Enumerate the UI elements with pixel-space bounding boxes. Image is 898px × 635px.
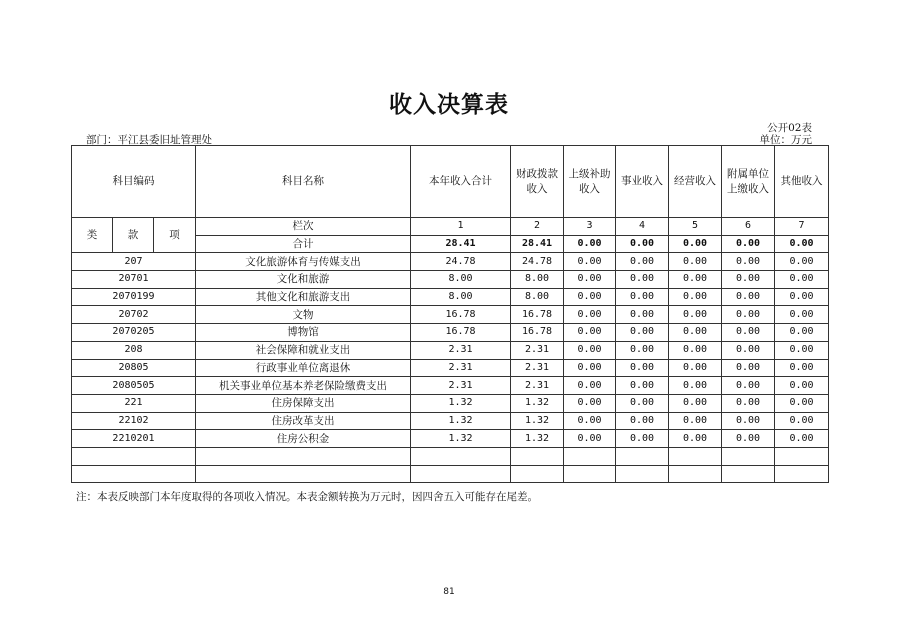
amount-cell: 0.00 [669,253,722,271]
amount-cell: 0.00 [669,377,722,395]
amount-cell: 0.00 [775,288,829,306]
header-kuan: 款 [113,218,154,253]
amount-cell: 2.31 [411,359,511,377]
amount-cell: 0.00 [669,341,722,359]
amount-cell: 0.00 [669,306,722,324]
department-label: 部门：平江县委旧址管理处 [86,134,212,146]
column-number: 3 [564,218,616,236]
amount-cell: 24.78 [511,253,564,271]
table-row [72,430,829,448]
amount-cell: 0.00 [722,253,775,271]
amount-cell: 0.00 [669,394,722,412]
column-number: 6 [722,218,775,236]
subject-code: 2070199 [72,288,196,306]
header-total: 本年收入合计 [411,146,511,218]
amount-cell: 0.00 [564,271,616,289]
subject-code: 20805 [72,359,196,377]
subject-name: 文化和旅游 [196,271,411,289]
header-other: 其他收入 [775,146,829,218]
subject-name: 社会保障和就业支出 [196,341,411,359]
amount-cell: 0.00 [775,412,829,430]
amount-cell: 0.00 [775,271,829,289]
subject-code: 20702 [72,306,196,324]
amount-cell: 24.78 [411,253,511,271]
table-row [72,359,829,377]
header-lei: 类 [72,218,113,253]
amount-cell: 0.00 [722,359,775,377]
amount-cell: 0.00 [669,288,722,306]
total-label: 合计 [196,235,411,253]
amount-cell: 0.00 [722,430,775,448]
amount-cell: 0.00 [564,377,616,395]
amount-cell: 0.00 [616,430,669,448]
amount-cell: 1.32 [511,430,564,448]
amount-cell: 0.00 [775,394,829,412]
amount-cell: 8.00 [411,271,511,289]
header-business: 事业收入 [616,146,669,218]
amount-cell: 0.00 [616,341,669,359]
total-value: 0.00 [564,235,616,253]
subject-name: 博物馆 [196,324,411,342]
amount-cell: 1.32 [511,412,564,430]
amount-cell: 1.32 [411,430,511,448]
subject-code: 221 [72,394,196,412]
amount-cell: 0.00 [564,288,616,306]
subject-name: 其他文化和旅游支出 [196,288,411,306]
amount-cell: 0.00 [722,288,775,306]
amount-cell: 0.00 [564,341,616,359]
amount-cell: 2.31 [511,377,564,395]
subject-name: 住房保障支出 [196,394,411,412]
column-number: 7 [775,218,829,236]
amount-cell: 0.00 [775,324,829,342]
amount-cell: 0.00 [775,359,829,377]
amount-cell: 0.00 [564,306,616,324]
table-row [72,377,829,395]
table-row [72,394,829,412]
subject-code: 207 [72,253,196,271]
header-xiang: 项 [154,218,196,253]
amount-cell: 0.00 [722,394,775,412]
footnote: 注：本表反映部门本年度取得的各项收入情况。本表金额转换为万元时，因四舍五入可能存在尾差。 [76,491,538,503]
amount-cell: 0.00 [564,412,616,430]
page-number: 81 [443,587,455,597]
column-number-row [72,218,829,236]
subject-code: 2070205 [72,324,196,342]
amount-cell: 0.00 [669,412,722,430]
subject-name: 住房公积金 [196,430,411,448]
amount-cell: 0.00 [616,253,669,271]
amount-cell: 0.00 [722,324,775,342]
amount-cell: 0.00 [775,253,829,271]
subject-code: 2210201 [72,430,196,448]
amount-cell: 16.78 [411,324,511,342]
amount-cell: 0.00 [616,377,669,395]
amount-cell: 16.78 [511,306,564,324]
amount-cell: 0.00 [775,377,829,395]
header-fiscal: 财政拨款收入 [511,146,564,218]
total-value: 0.00 [669,235,722,253]
amount-cell: 8.00 [511,271,564,289]
table-row [72,306,829,324]
amount-cell: 8.00 [411,288,511,306]
amount-cell: 0.00 [564,253,616,271]
amount-cell: 1.32 [511,394,564,412]
subject-name: 文物 [196,306,411,324]
amount-cell: 0.00 [722,412,775,430]
amount-cell: 8.00 [511,288,564,306]
income-table [71,145,829,483]
total-value: 0.00 [616,235,669,253]
subject-code: 208 [72,341,196,359]
page-title: 收入决算表 [389,92,509,118]
amount-cell: 0.00 [564,324,616,342]
subject-name: 行政事业单位离退休 [196,359,411,377]
table-row [72,271,829,289]
total-value: 0.00 [722,235,775,253]
amount-cell: 0.00 [564,359,616,377]
total-value: 28.41 [511,235,564,253]
header-subsidy: 上级补助收入 [564,146,616,218]
column-number: 4 [616,218,669,236]
amount-cell: 2.31 [511,359,564,377]
header-affiliated: 附属单位上缴收入 [722,146,775,218]
amount-cell: 2.31 [411,341,511,359]
amount-cell: 0.00 [616,394,669,412]
amount-cell: 0.00 [616,271,669,289]
amount-cell: 0.00 [616,288,669,306]
amount-cell: 0.00 [775,341,829,359]
column-number: 2 [511,218,564,236]
amount-cell: 2.31 [511,341,564,359]
amount-cell: 0.00 [616,306,669,324]
data-rows [72,253,829,448]
subject-name: 机关事业单位基本养老保险缴费支出 [196,377,411,395]
total-value: 28.41 [411,235,511,253]
table-row [72,341,829,359]
subject-name: 文化旅游体育与传媒支出 [196,253,411,271]
form-number: 公开02表 [767,122,812,134]
total-value: 0.00 [775,235,829,253]
amount-cell: 0.00 [616,412,669,430]
amount-cell: 2.31 [411,377,511,395]
table-row [72,253,829,271]
column-number: 1 [411,218,511,236]
amount-cell: 0.00 [722,341,775,359]
amount-cell: 0.00 [775,306,829,324]
amount-cell: 1.32 [411,394,511,412]
table-row [72,288,829,306]
subject-name: 住房改革支出 [196,412,411,430]
header-name: 科目名称 [196,146,411,218]
table-row [72,324,829,342]
column-label: 栏次 [196,218,411,236]
amount-cell: 0.00 [722,377,775,395]
amount-cell: 0.00 [564,394,616,412]
amount-cell: 0.00 [775,430,829,448]
empty-row [72,465,829,483]
amount-cell: 0.00 [722,271,775,289]
unit-label: 单位：万元 [759,134,812,146]
header-operating: 经营收入 [669,146,722,218]
amount-cell: 0.00 [722,306,775,324]
subject-code: 20701 [72,271,196,289]
amount-cell: 16.78 [411,306,511,324]
amount-cell: 0.00 [669,430,722,448]
amount-cell: 0.00 [669,271,722,289]
amount-cell: 0.00 [616,359,669,377]
column-number: 5 [669,218,722,236]
amount-cell: 0.00 [564,430,616,448]
subject-code: 2080505 [72,377,196,395]
amount-cell: 16.78 [511,324,564,342]
amount-cell: 0.00 [669,324,722,342]
header-code: 科目编码 [72,146,196,218]
amount-cell: 1.32 [411,412,511,430]
header-row [72,146,829,218]
amount-cell: 0.00 [669,359,722,377]
subject-code: 22102 [72,412,196,430]
table-row [72,412,829,430]
amount-cell: 0.00 [616,324,669,342]
empty-row [72,447,829,465]
